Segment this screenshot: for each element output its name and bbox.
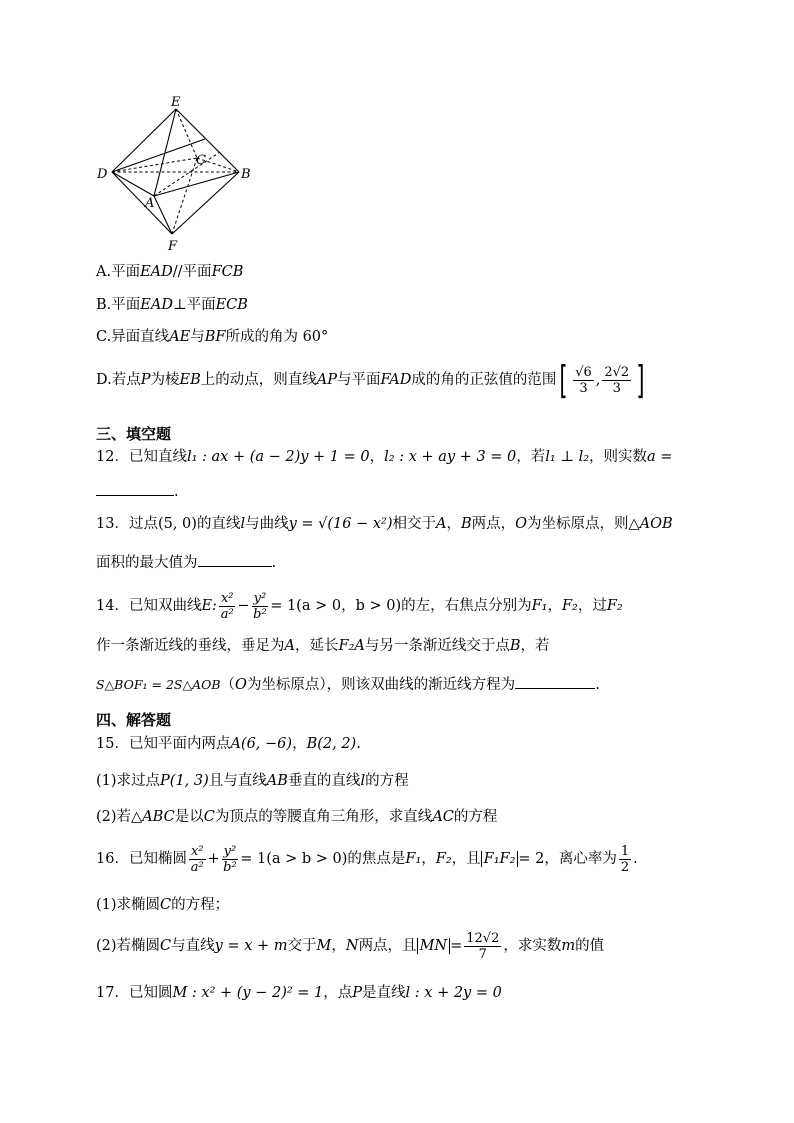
- label-D: D: [97, 167, 108, 182]
- question-16: 16．已知椭圆 $\frac{\text{x²}}{\text{a²}}$ + $\frac{\text{y²}}{\text{b²}}$ = 1(a > b > 0)的焦点是F₁，F₂，且 F₁F₂ = 2，离心率为 $\frac{1}{2}$ .: [96, 843, 638, 875]
- question-14-line3: S△BOF₁ = 2S△AOB（O为坐标原点），则该双曲线的渐近线方程为 .: [96, 672, 600, 695]
- question-12-answer-line: .: [96, 479, 179, 502]
- edge-DF: [112, 172, 172, 234]
- edge-DA: [112, 172, 154, 196]
- question-15: 15．已知平面内两点A(6, −6)，B(2, 2).: [96, 736, 361, 752]
- option-d: D.若点P为棱EB上的动点，则直线AP与平面FAD成的角的正弦值的范围[ $\frac{√6}{3}$ , $\frac{2√2}{3}$ ]: [96, 358, 645, 402]
- question-14: 14．已知双曲线E: $\frac{\text{x²}}{\text{a²}}$ − $\frac{\text{y²}}{\text{b²}}$ = 1(a > 0，b > 0)的左，右焦点分别为F₁，F₂，过F₂: [96, 590, 623, 622]
- answer-blank-14[interactable]: [515, 672, 595, 689]
- question-14-line2: 作一条渐近线的垂线，垂足为A，延长F₂A与另一条渐近线交于点B，若: [96, 638, 550, 654]
- line-D-to-EB: [112, 139, 205, 172]
- octahedron-figure: [92, 92, 262, 254]
- question-16-part2: (2)若椭圆C与直线y = x + m交于M，N两点，且 MN = $\frac{12√2}{7}$ ，求实数m的值: [96, 930, 605, 962]
- answer-blank-13[interactable]: [198, 550, 272, 567]
- answer-blank-12[interactable]: [96, 479, 174, 496]
- label-A: A: [145, 196, 155, 211]
- question-15-part1: (1)求过点P(1, 3)且与直线AB垂直的直线l的方程: [96, 773, 409, 789]
- label-B: B: [241, 167, 251, 182]
- question-13-line2: 面积的最大值为 .: [96, 550, 276, 573]
- option-b: B.平面EAD⊥平面ECB: [96, 297, 248, 313]
- option-c: C.异面直线AE与BF所成的角为 60°: [96, 329, 329, 345]
- label-C: C: [196, 153, 206, 168]
- edge-EC: [176, 109, 197, 158]
- question-12: 12．已知直线l₁ : ax + (a − 2)y + 1 = 0，l₂ : x + ay + 3 = 0，若l₁ ⊥ l₂，则实数a =: [96, 449, 673, 465]
- question-15-part2: (2)若△ABC是以C为顶点的等腰直角三角形，求直线AC的方程: [96, 809, 498, 825]
- label-F: F: [168, 239, 178, 254]
- question-16-part1: (1)求椭圆C的方程；: [96, 897, 230, 913]
- option-a: A.平面EAD//平面FCB: [96, 264, 244, 280]
- question-17: 17．已知圆M : x² + (y − 2)² = 1，点P是直线l : x + 2y = 0: [96, 985, 502, 1001]
- question-13: 13．过点(5, 0)的直线l与曲线y = √(16 − x²)相交于A，B两点，O为坐标原点，则△AOB: [96, 516, 673, 532]
- section-answer-title: 四、解答题: [96, 711, 172, 729]
- edge-EB: [176, 109, 239, 172]
- edge-AF: [154, 196, 172, 234]
- label-E: E: [171, 95, 181, 110]
- section-fill-in-title: 三、填空题: [96, 425, 172, 443]
